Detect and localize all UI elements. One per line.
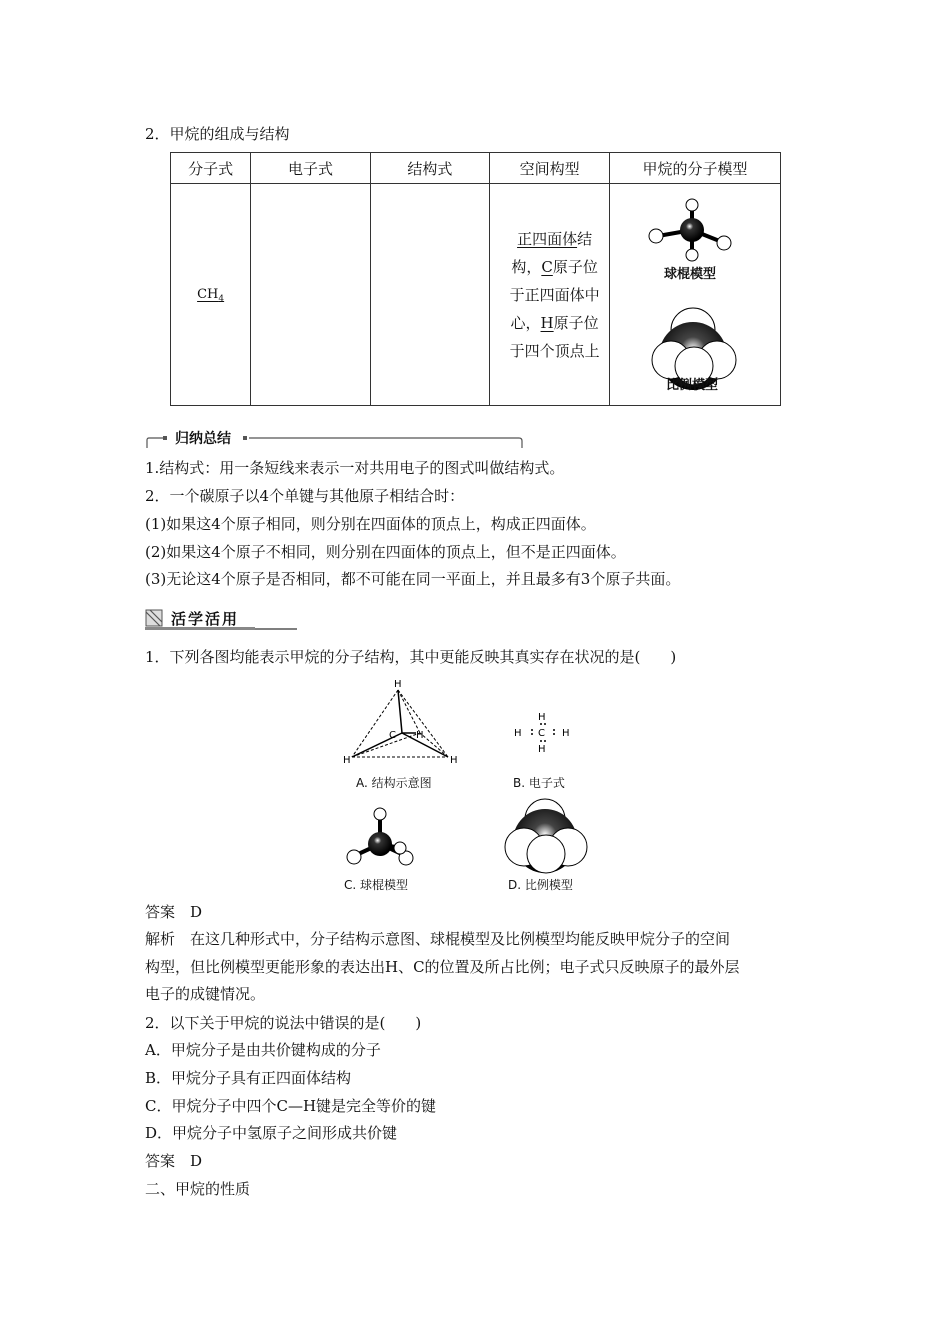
header-model: 甲烷的分子模型 (610, 153, 781, 184)
q2-option-b: B．甲烷分子具有正四面体结构 (145, 1069, 352, 1087)
figure-b-electron-formula (510, 708, 580, 758)
structure-cell (370, 184, 489, 406)
summary-line-4: (2)如果这4个原子不相同，则分别在四面体的顶点上，但不是正四面体。 (145, 543, 626, 561)
space-cell (490, 184, 610, 406)
atom-h-left: H (343, 755, 351, 766)
ball-stick-label: 球棍模型 (664, 267, 717, 282)
figure-d-label: D. 比例模型 (508, 878, 573, 892)
atom-h-bottom: H (450, 755, 458, 766)
atom-h-top: H (394, 679, 402, 690)
e-h-bottom: H (538, 744, 546, 755)
space-line: 构，C原子位 (511, 257, 598, 276)
e-c: C (538, 728, 545, 739)
e-h-top: H (538, 712, 546, 723)
space-line: 心，H原子位 (510, 313, 599, 332)
q1-stem: 1．下列各图均能表示甲烷的分子结构，其中更能反映其真实存在状况的是( ) (145, 648, 677, 666)
figure-d-space-fill (500, 797, 590, 877)
q2-answer: 答案 D (145, 1152, 203, 1170)
formula-text: CH (197, 287, 219, 303)
header-electron: 电子式 (251, 153, 370, 184)
formula-sub: 4 (218, 294, 225, 305)
q2-option-c: C．甲烷分子中四个C—H键是完全等价的键 (145, 1097, 437, 1115)
q2-option-a: A．甲烷分子是由共价键构成的分子 (145, 1041, 381, 1059)
methane-table (170, 152, 781, 406)
space-line: 正四面体结 (517, 229, 593, 248)
figure-a-label: A. 结构示意图 (356, 776, 432, 790)
atom-c: C (389, 730, 396, 741)
summary-line-2: 2．一个碳原子以4个单键与其他原子相结合时： (145, 487, 465, 505)
q1-analysis-3: 电子的成键情况。 (145, 985, 266, 1003)
e-h-left: H (514, 728, 522, 739)
methane-models-image (610, 188, 780, 398)
atom-h-right: H (416, 730, 424, 741)
section-title: 2．甲烷的组成与结构 (145, 125, 290, 143)
header-structure: 结构式 (370, 153, 489, 184)
ball-stick-model (649, 199, 731, 261)
formula-cell (171, 184, 251, 406)
header-formula: 分子式 (171, 153, 251, 184)
summary-line-5: (3)无论这4个原子是否相同，都不可能在同一平面上，并且最多有3个原子共面。 (145, 570, 681, 588)
q2-option-d: D．甲烷分子中氢原子之间形成共价键 (145, 1124, 398, 1142)
next-section-title: 二、甲烷的性质 (145, 1180, 251, 1198)
summary-line-1: 1.结构式：用一条短线来表示一对共用电子的图式叫做结构式。 (145, 459, 565, 477)
space-fill-label: 比例模型 (666, 378, 719, 393)
practice-header (145, 607, 297, 631)
practice-title: 活学活用 (171, 610, 240, 628)
electron-cell (251, 184, 370, 406)
q1-analysis-2: 构型，但比例模型更能形象的表达出H、C的位置及所占比例；电子式只反映原子的最外层 (145, 958, 740, 976)
space-line: 于四个顶点上 (509, 341, 600, 360)
summary-title: 归纳总结 (171, 430, 235, 448)
figure-c-label: C. 球棍模型 (344, 878, 409, 892)
e-h-right: H (562, 728, 570, 739)
header-space: 空间构型 (490, 153, 610, 184)
figure-b-label: B. 电子式 (513, 776, 565, 790)
figure-a-tetrahedron (340, 675, 460, 775)
model-cell (610, 184, 781, 406)
space-line: 于正四面体中 (509, 285, 600, 304)
q1-analysis-1: 解析 在这几种形式中，分子结构示意图、球棍模型及比例模型均能反映甲烷分子的空间 (145, 930, 731, 948)
summary-line-3: (1)如果这4个原子相同，则分别在四面体的顶点上，构成正四面体。 (145, 515, 596, 533)
q2-stem: 2．以下关于甲烷的说法中错误的是( ) (145, 1014, 422, 1032)
q1-answer: 答案 D (145, 903, 203, 921)
figure-c-ball-stick (342, 802, 422, 877)
summary-header (145, 430, 525, 452)
